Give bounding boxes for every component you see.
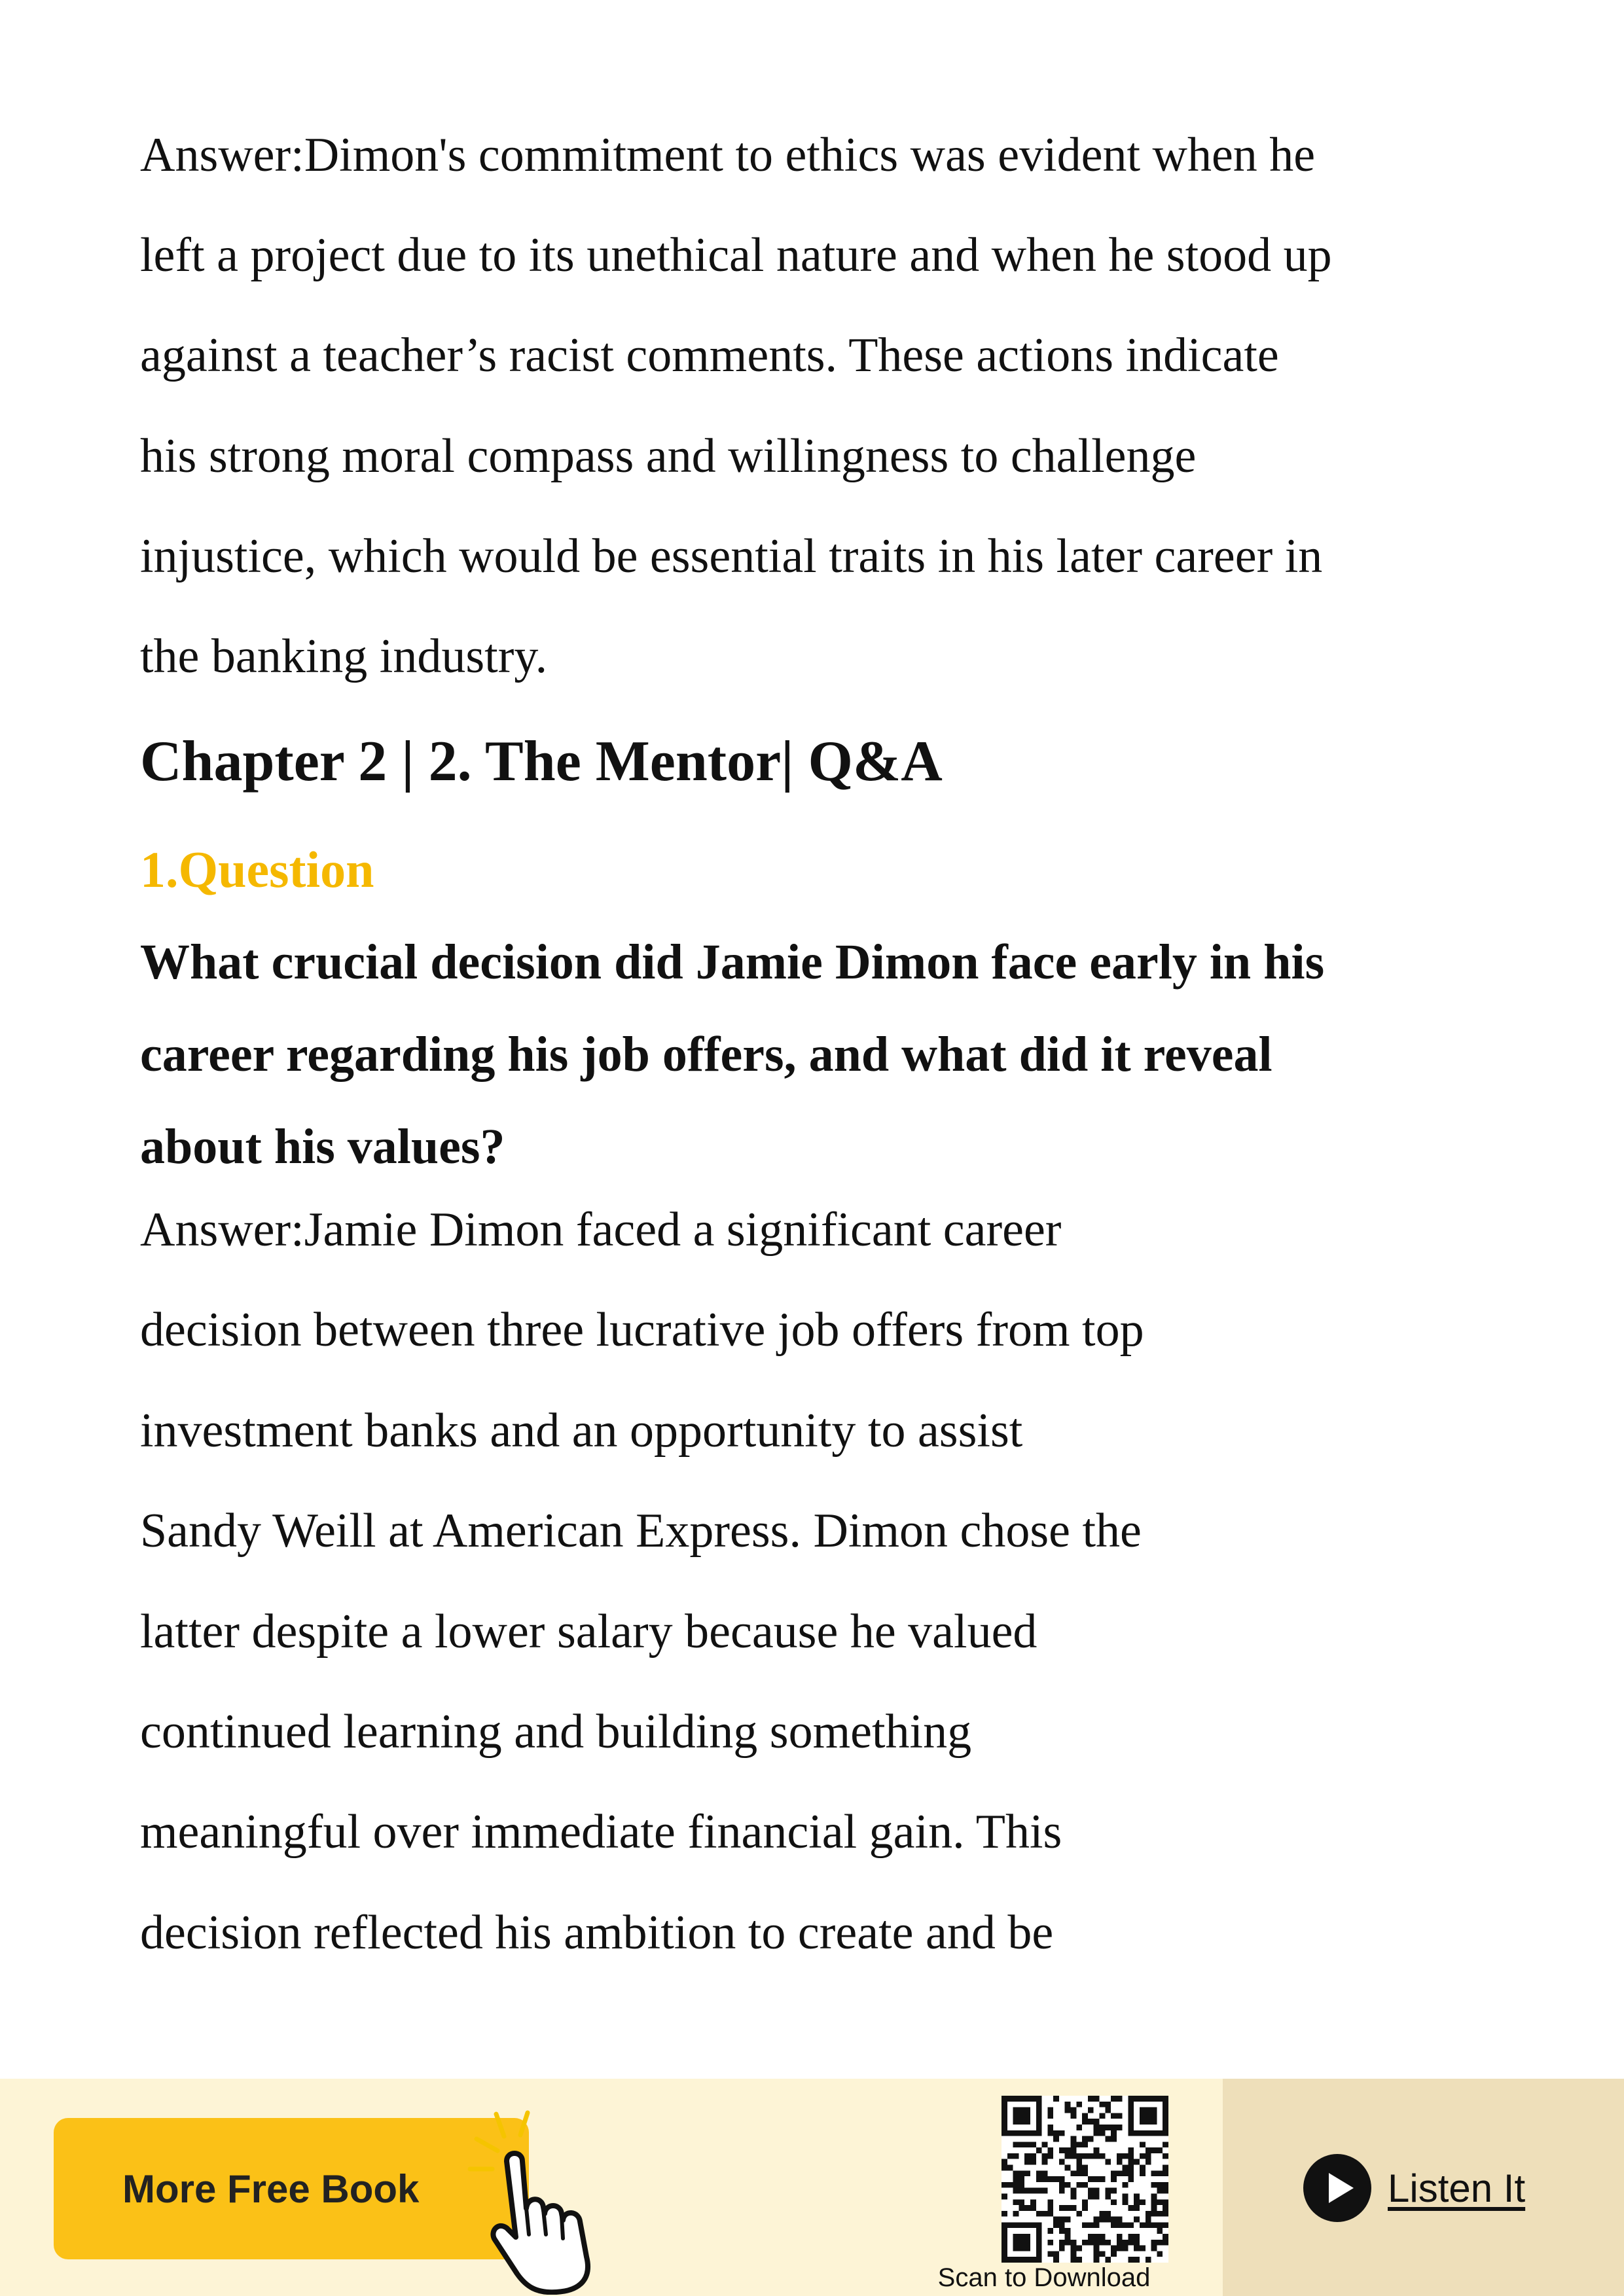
answer-line: Answer:Dimon's commitment to ethics was evident when he <box>140 128 1316 182</box>
more-free-book-label: More Free Book <box>122 2166 420 2211</box>
listen-it-label: Listen It <box>1388 2166 1526 2210</box>
scan-to-download-label: Scan to Download <box>937 2263 1151 2292</box>
question-line: What crucial decision did Jamie Dimon face early in his <box>140 935 1325 990</box>
answer-line: latter despite a lower salary because he valued <box>140 1605 1038 1659</box>
answer-line: his strong moral compass and willingness to challenge <box>140 429 1197 483</box>
answer-line: decision between three lucrative job offers from top <box>140 1303 1144 1357</box>
answer-line: investment banks and an opportunity to assist <box>140 1404 1023 1458</box>
chapter-heading: Chapter 2 | 2. The Mentor| Q&A <box>140 730 943 793</box>
question-label: 1.Question <box>140 841 374 898</box>
answer-line: the banking industry. <box>140 630 548 683</box>
listen-it-button[interactable] <box>1303 2152 1525 2224</box>
question-line: career regarding his job offers, and what did it reveal <box>140 1027 1272 1082</box>
answer-line: decision reflected his ambition to create and be <box>140 1906 1054 1960</box>
question-line: about his values? <box>140 1119 505 1174</box>
answer-line: Answer:Jamie Dimon faced a significant career <box>140 1203 1062 1257</box>
qr-code-icon[interactable] <box>1001 2096 1168 2263</box>
answer-line: Sandy Weill at American Express. Dimon chose the <box>140 1504 1142 1558</box>
answer-line: injustice, which would be essential traits in his later career in <box>140 529 1323 583</box>
answer-line: left a project due to its unethical nature and when he stood up <box>140 228 1332 282</box>
hand-pointer-icon <box>458 2105 628 2295</box>
answer-line: continued learning and building something <box>140 1705 972 1759</box>
play-icon <box>1303 2153 1372 2223</box>
answer-line: meaningful over immediate financial gain. This <box>140 1805 1062 1859</box>
answer-line: against a teacher’s racist comments. These actions indicate <box>140 329 1279 382</box>
footer-bar <box>0 2079 1624 2296</box>
